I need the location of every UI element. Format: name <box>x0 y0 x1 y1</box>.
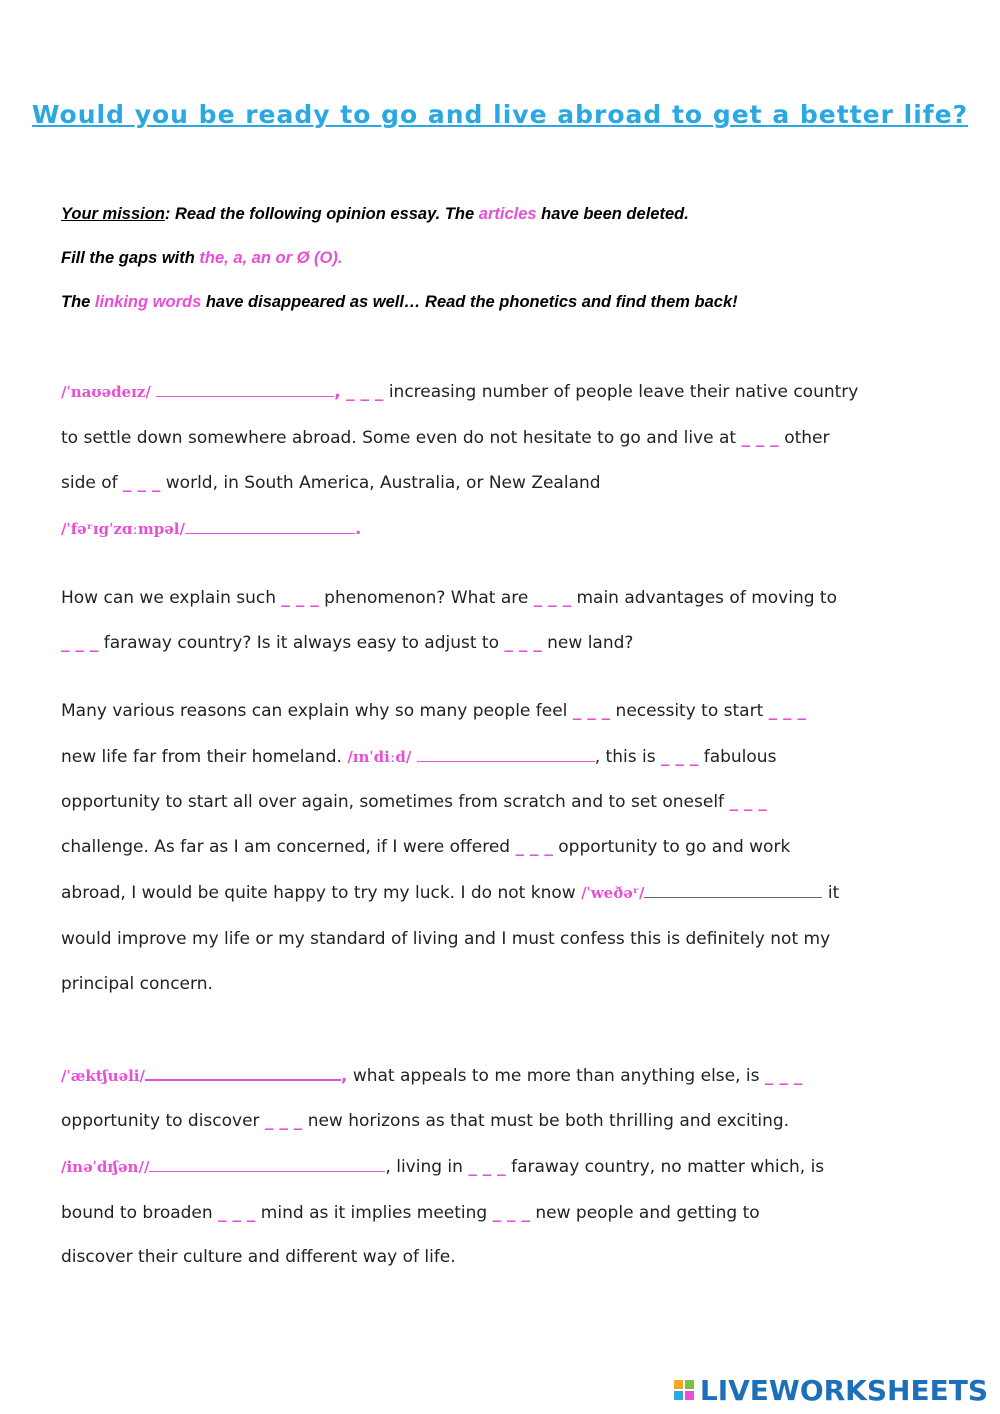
essay-line <box>61 1065 802 1086</box>
essay-text: new land? <box>541 633 634 653</box>
essay-line: principal concern. <box>61 974 213 994</box>
essay-text: to settle down somewhere abroad. Some even do not hesitate to go and live at <box>61 428 742 448</box>
essay-line <box>61 519 361 539</box>
linking-words-highlight: linking words <box>94 293 202 311</box>
essay-text: opportunity to go and work <box>552 837 791 857</box>
comma: , <box>340 1066 348 1086</box>
essay-line <box>61 588 837 608</box>
instruction-line-1 <box>61 205 689 224</box>
essay-line <box>61 837 790 857</box>
instruction-line-2 <box>61 249 342 268</box>
phonetic-indeed: /ɪnˈdiːd/ <box>347 748 412 766</box>
essay-text: mind as it implies meeting <box>255 1203 493 1223</box>
essay-text: world, in South America, Australia, or New Zealand <box>160 473 601 493</box>
article-gap[interactable]: _ _ _ <box>492 1203 530 1223</box>
phonetic-in-addition: /inəˈdɪʃən// <box>61 1158 150 1176</box>
article-gap[interactable]: _ _ _ <box>515 837 553 857</box>
phonetic-for-example: /ˈfəʳɪgˈzɑːmpəl/ <box>61 520 185 538</box>
article-options: the, a, an or Ø (O). <box>199 249 343 267</box>
essay-line <box>61 382 858 402</box>
articles-highlight: articles <box>478 205 537 223</box>
article-gap[interactable]: _ _ _ <box>264 1111 303 1131</box>
essay-text: necessity to start <box>610 701 769 721</box>
linking-word-blank[interactable] <box>417 747 595 762</box>
essay-line <box>61 701 806 721</box>
phonetic-actually: /ˈæktʃuəli/ <box>61 1067 145 1085</box>
essay-line: discover their culture and different way of life. <box>61 1247 456 1267</box>
essay-line <box>61 747 776 767</box>
essay-text: faraway country? Is it always easy to adjust to <box>98 633 505 653</box>
essay-text: what appeals to me more than anything else, is <box>347 1066 765 1086</box>
essay-text: abroad, I would be quite happy to try my luck. I do not know <box>61 883 582 903</box>
phonetic-nowadays: /ˈnaʊədeɪz/ <box>61 383 151 401</box>
logo-text: LIVEWORKSHEETS <box>699 1373 988 1407</box>
linking-word-blank[interactable] <box>145 1065 341 1081</box>
article-gap[interactable]: _ _ _ <box>533 588 572 608</box>
article-gap[interactable]: _ _ _ <box>218 1203 256 1223</box>
instruction-line-3 <box>61 293 738 312</box>
logo-square <box>674 1380 683 1389</box>
logo-square <box>674 1391 683 1400</box>
logo-square <box>685 1391 694 1400</box>
instruction-text: Fill the gaps with <box>61 249 200 267</box>
essay-text: Many various reasons can explain why so many people feel <box>61 701 573 721</box>
essay-line <box>61 1157 824 1177</box>
article-gap[interactable]: _ _ _ <box>346 382 384 402</box>
linking-word-blank[interactable] <box>644 883 822 898</box>
period: . <box>354 519 362 539</box>
worksheet-title: Would you be ready to go and live abroad to get a better life? <box>31 100 969 129</box>
liveworksheets-logo <box>674 1372 988 1408</box>
essay-text: side of <box>61 473 124 493</box>
linking-word-blank[interactable] <box>156 382 334 397</box>
essay-text: challenge. As far as I am concerned, if I were offered <box>61 837 516 857</box>
linking-word-blank[interactable] <box>185 519 355 534</box>
article-gap[interactable]: _ _ _ <box>281 588 319 608</box>
logo-mark-icon <box>674 1380 694 1400</box>
essay-line <box>61 1111 789 1131</box>
article-gap[interactable]: _ _ _ <box>123 473 161 493</box>
essay-text: , this is <box>594 747 661 767</box>
essay-text: opportunity to discover <box>61 1111 265 1131</box>
article-gap[interactable]: _ _ _ <box>572 701 611 721</box>
instruction-text: have disappeared as well… Read the phonetics and find them back! <box>201 293 738 311</box>
essay-line <box>61 792 767 812</box>
essay-line: would improve my life or my standard of living and I must confess this is definitely not my <box>61 929 831 949</box>
essay-text: it <box>822 883 840 903</box>
article-gap[interactable]: _ _ _ <box>768 701 806 721</box>
instruction-text: have been deleted. <box>536 205 689 223</box>
essay-text: How can we explain such <box>61 588 282 608</box>
essay-text: new life far from their homeland. <box>61 747 348 767</box>
mission-label: Your mission <box>61 205 165 223</box>
article-gap[interactable]: _ _ _ <box>61 633 99 653</box>
instruction-text: The <box>61 293 95 311</box>
article-gap[interactable]: _ _ _ <box>741 428 779 448</box>
essay-text: fabulous <box>698 747 777 767</box>
essay-text: increasing number of people leave their native country <box>383 382 859 402</box>
article-gap[interactable]: _ _ _ <box>660 747 699 767</box>
article-gap[interactable]: _ _ _ <box>504 633 542 653</box>
essay-line <box>61 473 601 493</box>
essay-line <box>61 633 633 653</box>
phonetic-whether: /ˈweðəʳ/ <box>581 884 645 902</box>
article-gap[interactable]: _ _ _ <box>468 1157 506 1177</box>
logo-square <box>685 1380 694 1389</box>
essay-text: phenomenon? What are <box>318 588 534 608</box>
essay-text: new people and getting to <box>529 1203 760 1223</box>
linking-word-blank[interactable] <box>149 1157 385 1172</box>
article-gap[interactable]: _ _ _ <box>729 792 767 812</box>
essay-line <box>61 883 839 903</box>
instruction-text: : Read the following opinion essay. The <box>164 205 479 223</box>
essay-text: faraway country, no matter which, is <box>505 1157 825 1177</box>
essay-line <box>61 1203 760 1223</box>
comma: , <box>334 382 341 402</box>
essay-line <box>61 428 830 448</box>
essay-text: new horizons as that must be both thrilling and exciting. <box>302 1111 790 1131</box>
essay-text: main advantages of moving to <box>571 588 837 608</box>
article-gap[interactable]: _ _ _ <box>764 1066 803 1086</box>
essay-text: opportunity to start all over again, sometimes from scratch and to set oneself <box>61 792 730 812</box>
essay-text: other <box>778 428 830 448</box>
essay-text: , living in <box>385 1157 469 1177</box>
essay-text: bound to broaden <box>61 1203 219 1223</box>
